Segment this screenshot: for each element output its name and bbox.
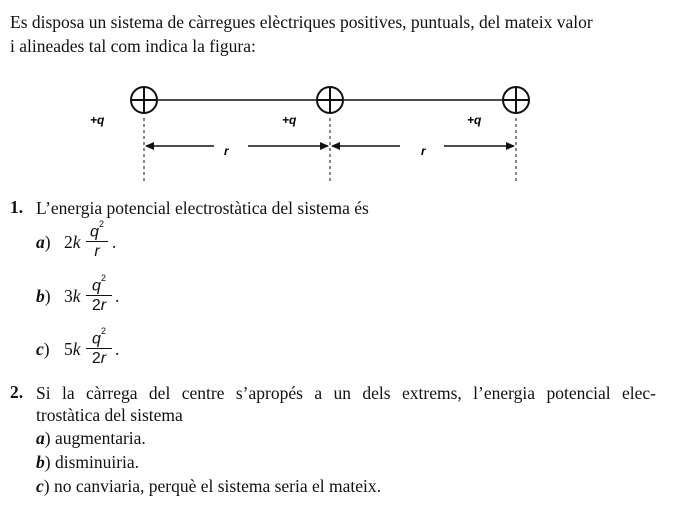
denominator-var: r <box>100 297 107 315</box>
question-2-text <box>36 382 656 426</box>
q2-option-a: a) augmentaria. <box>36 428 146 448</box>
charge-label-left: +q <box>90 113 105 127</box>
question-2-number: 2. <box>10 382 24 402</box>
numerator: q <box>90 223 99 241</box>
option-letter: b <box>36 286 45 306</box>
intro-line-2: i alineades tal com indica la figura: <box>10 36 256 56</box>
denominator-var: r <box>100 350 107 368</box>
option-text: disminuiria. <box>54 452 140 472</box>
charges-figure <box>0 0 680 200</box>
option-text: no canviaria, perquè el sistema seria el mateix. <box>53 476 381 496</box>
charge-label-right: +q <box>467 113 482 127</box>
exponent: 2 <box>100 326 106 336</box>
numerator: q <box>92 330 101 348</box>
q2-option-c: c) no canviaria, perquè el sistema seria el mateix. <box>36 476 381 496</box>
q2-option-b: b) disminuiria. <box>36 452 140 472</box>
distance-arrow-left <box>145 142 329 150</box>
option-letter: a <box>36 428 45 448</box>
distance-label-left: r <box>224 144 229 158</box>
constant-k: k <box>72 232 81 252</box>
charge-right <box>503 87 529 113</box>
exponent: 2 <box>98 219 104 229</box>
fraction <box>86 272 112 316</box>
option-letter: c <box>36 339 44 359</box>
coefficient: 5 <box>64 339 73 359</box>
charge-label-center: +q <box>282 113 297 127</box>
question-2-line-1: Si la càrrega del centre s’apropés a un dels extrems, l’energia potencial elec- <box>36 383 656 403</box>
option-letter: a <box>36 232 45 252</box>
denominator-coef: 2 <box>91 350 101 368</box>
denominator-coef: 2 <box>91 297 101 315</box>
numerator: q <box>92 277 101 295</box>
question-1-text: L’energia potencial electrostàtica del sistema és <box>36 198 369 218</box>
distance-label-right: r <box>421 144 426 158</box>
coefficient: 3 <box>64 286 73 306</box>
charge-left <box>131 87 157 113</box>
option-text: augmentaria. <box>54 428 146 448</box>
charge-center <box>317 87 343 113</box>
option-letter: c <box>36 476 44 496</box>
question-1-number: 1. <box>10 197 24 217</box>
question-2-line-2: trostàtica del sistema <box>36 405 183 425</box>
denominator-var: r <box>94 243 100 261</box>
constant-k: k <box>72 286 81 306</box>
constant-k: k <box>72 339 81 359</box>
coefficient: 2 <box>64 232 73 252</box>
intro-line-1: Es disposa un sistema de càrregues elèctriques positives, puntuals, del mateix valor <box>10 12 593 32</box>
fraction <box>86 218 108 262</box>
exponent: 2 <box>100 273 106 283</box>
option-letter: b <box>36 452 45 472</box>
fraction <box>86 325 112 369</box>
